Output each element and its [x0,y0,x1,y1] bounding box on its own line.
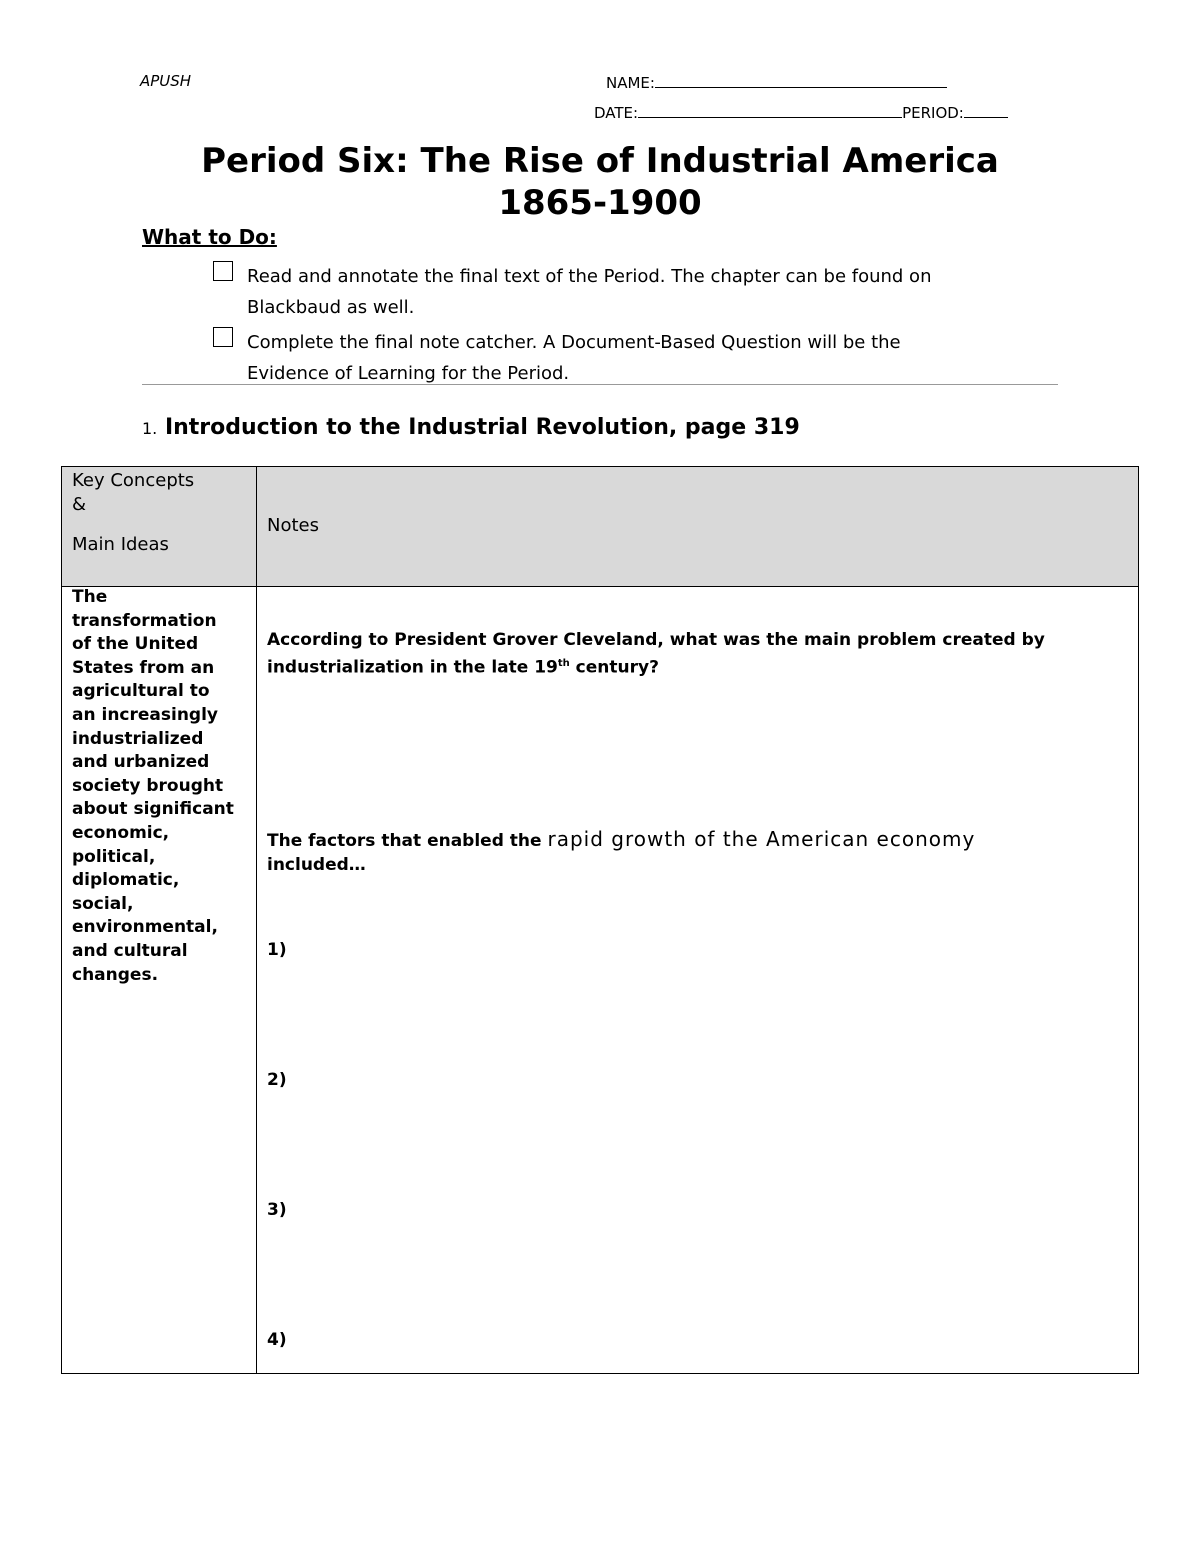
key-concept-line: changes. [72,964,159,985]
list-item-2: 2) [267,1070,287,1090]
task-2-checkbox[interactable] [213,327,233,347]
question-2-line-2: included… [267,855,366,875]
name-label: NAME: [606,74,655,92]
list-item-3: 3) [267,1200,287,1220]
key-concept-text [72,586,247,987]
key-concept-line: society brought [72,775,224,796]
course-label: APUSH [140,72,192,90]
task-2-text [247,327,1027,389]
key-concept-line: social, [72,893,134,914]
list-item-4: 4) [267,1330,287,1350]
page-title-years: 1865-1900 [498,183,702,223]
key-concept-line: about significant [72,799,234,820]
question-2-line-1 [267,827,1127,853]
question-1 [267,628,1127,680]
page-title: Period Six: The Rise of Industrial America [201,141,999,181]
question-1-text: industrialization in the late 19 [267,657,558,678]
task-1-text [247,261,1027,323]
question-1-line-1: According to President Grover Cleveland, what was the main problem created by [267,630,1045,650]
key-concept-line: of the United [72,634,199,655]
section-number: 1. [142,419,158,438]
key-concepts-header-line-1: Key Concepts [72,470,195,491]
key-concept-line: The [72,587,108,607]
date-period-field[interactable] [594,102,1008,122]
name-blank[interactable] [655,72,947,88]
key-concept-line: States from an [72,657,215,678]
notes-header: Notes [267,515,319,536]
date-label: DATE: [594,104,639,122]
divider [142,384,1058,385]
key-concept-line: political, [72,846,156,867]
key-concepts-header-line-3: Main Ideas [72,534,169,555]
key-concepts-header-line-2: & [72,494,87,515]
task-2-line-1: Complete the final note catcher. A Document-Based Question will be the [247,332,901,353]
key-concept-line: industrialized [72,728,204,749]
key-concept-line: environmental, [72,917,218,938]
key-concept-line: diplomatic, [72,870,180,891]
task-1-checkbox[interactable] [213,261,233,281]
question-1-superscript: th [557,658,570,669]
task-1-line-1: Read and annotate the final text of the Period. The chapter can be found on [247,266,932,287]
key-concept-line: economic, [72,822,170,843]
question-2-text-emphasis: rapid growth of the American economy [547,827,976,851]
task-1-line-2: Blackbaud as well. [247,297,415,318]
what-to-do-heading: What to Do: [142,225,277,249]
list-item-1: 1) [267,940,287,960]
period-label: PERIOD: [902,104,964,122]
section-heading [142,415,800,440]
question-1-line-2 [267,652,1127,680]
key-concept-line: agricultural to [72,681,210,702]
table-header-row [62,467,1138,587]
question-1-text-end: century? [569,657,659,678]
key-concept-line: transformation [72,610,217,631]
name-field[interactable] [606,72,947,92]
period-blank[interactable] [964,102,1008,118]
question-2 [267,827,1127,877]
key-concepts-header [72,469,194,557]
date-blank[interactable] [638,102,902,118]
question-2-text: The factors that enabled the [267,831,548,851]
section-title: Introduction to the Industrial Revolution, page 319 [164,415,800,440]
key-concept-line: and cultural [72,940,188,961]
key-concept-line: an increasingly [72,704,219,725]
column-divider [256,467,257,1373]
notes-table [61,466,1139,1374]
task-2-line-2: Evidence of Learning for the Period. [247,363,570,384]
key-concept-line: and urbanized [72,752,210,773]
